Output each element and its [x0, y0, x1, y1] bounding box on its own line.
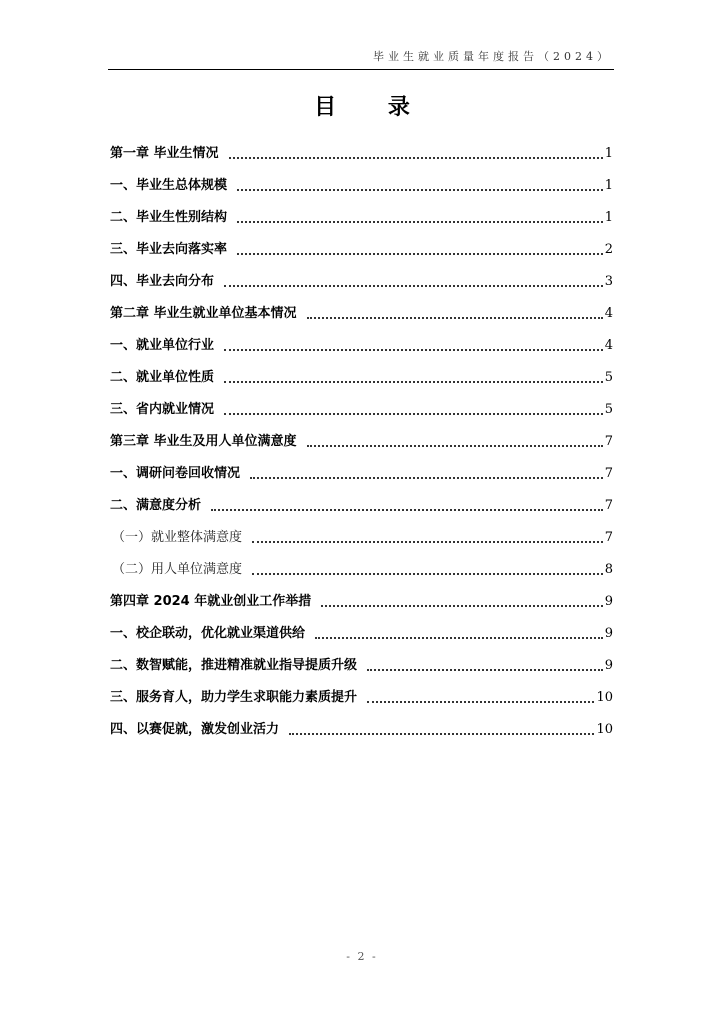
toc-entry[interactable]	[110, 451, 613, 483]
toc-leader-dots	[224, 349, 603, 351]
running-header: 毕业生就业质量年度报告（2024）	[373, 50, 612, 63]
toc-entry[interactable]	[110, 355, 613, 387]
toc-leader-dots	[237, 253, 603, 255]
toc-entry-page: 1	[604, 210, 613, 225]
toc-entry-page: 7	[604, 434, 613, 449]
toc-entry-label: 第一章 毕业生情况	[110, 146, 219, 161]
toc-entry-label: （二）用人单位满意度	[112, 562, 243, 577]
toc-entry-page: 5	[604, 402, 613, 417]
toc-entry[interactable]	[110, 259, 613, 291]
toc-entry-label: 三、服务育人，助力学生求职能力素质提升	[110, 690, 358, 705]
toc-entry-page: 9	[604, 594, 613, 609]
toc-leader-dots	[307, 445, 603, 447]
toc-entry-label: 三、毕业去向落实率	[110, 242, 228, 257]
toc-entry-label: 二、数智赋能，推进精准就业指导提质升级	[110, 658, 358, 673]
toc-entry-label: 第四章 2024 年就业创业工作举措	[110, 594, 312, 609]
toc-entry-page: 4	[604, 338, 613, 353]
toc-entry-page: 7	[604, 466, 613, 481]
toc-leader-dots	[224, 381, 603, 383]
toc-entry[interactable]	[110, 675, 613, 707]
toc-entry[interactable]	[110, 707, 613, 739]
toc-entry-label: 一、校企联动，优化就业渠道供给	[110, 626, 306, 641]
toc-leader-dots	[367, 669, 603, 671]
toc-leader-dots	[307, 317, 603, 319]
toc-entry[interactable]	[110, 643, 613, 675]
toc-leader-dots	[289, 733, 594, 735]
table-of-contents	[110, 131, 613, 739]
toc-entry[interactable]	[110, 483, 613, 515]
toc-leader-dots	[229, 157, 603, 159]
toc-entry-page: 3	[604, 274, 613, 289]
toc-entry[interactable]	[110, 323, 613, 355]
header-rule	[108, 69, 614, 70]
page-number: - 2 -	[346, 950, 378, 963]
toc-leader-dots	[211, 509, 603, 511]
toc-entry-label: （一）就业整体满意度	[112, 530, 243, 545]
toc-entry-label: 二、毕业生性别结构	[110, 210, 228, 225]
toc-entry[interactable]	[110, 163, 613, 195]
toc-entry[interactable]	[110, 195, 613, 227]
toc-leader-dots	[224, 285, 603, 287]
toc-entry[interactable]	[110, 547, 613, 579]
toc-entry[interactable]	[110, 579, 613, 611]
toc-entry[interactable]	[110, 515, 613, 547]
toc-leader-dots	[252, 541, 603, 543]
toc-entry[interactable]	[110, 419, 613, 451]
toc-entry-label: 四、毕业去向分布	[110, 274, 215, 289]
toc-entry-page: 9	[604, 626, 613, 641]
toc-entry-label: 三、省内就业情况	[110, 402, 215, 417]
toc-entry-page: 9	[604, 658, 613, 673]
toc-entry-page: 8	[604, 562, 613, 577]
toc-entry-label: 一、就业单位行业	[110, 338, 215, 353]
toc-entry-page: 2	[604, 242, 613, 257]
toc-entry[interactable]	[110, 291, 613, 323]
toc-entry-label: 第二章 毕业生就业单位基本情况	[110, 306, 297, 321]
toc-entry[interactable]	[110, 387, 613, 419]
toc-entry-page: 5	[604, 370, 613, 385]
toc-leader-dots	[237, 221, 603, 223]
toc-leader-dots	[237, 189, 603, 191]
toc-entry[interactable]	[110, 131, 613, 163]
toc-entry-label: 第三章 毕业生及用人单位满意度	[110, 434, 297, 449]
toc-entry-page: 10	[596, 690, 613, 705]
toc-leader-dots	[321, 605, 602, 607]
toc-entry-page: 1	[604, 146, 613, 161]
toc-entry-page: 7	[604, 530, 613, 545]
toc-leader-dots	[367, 701, 594, 703]
toc-leader-dots	[315, 637, 603, 639]
toc-entry-page: 1	[604, 178, 613, 193]
toc-entry-label: 二、满意度分析	[110, 498, 202, 513]
toc-entry-label: 一、毕业生总体规模	[110, 178, 228, 193]
page-title: 目 录	[314, 95, 432, 120]
toc-entry-label: 一、调研问卷回收情况	[110, 466, 241, 481]
toc-entry-page: 4	[604, 306, 613, 321]
toc-entry[interactable]	[110, 611, 613, 643]
toc-entry[interactable]	[110, 227, 613, 259]
toc-entry-page: 10	[596, 722, 613, 737]
toc-leader-dots	[252, 573, 603, 575]
toc-entry-label: 四、以赛促就，激发创业活力	[110, 722, 280, 737]
toc-leader-dots	[250, 477, 603, 479]
toc-leader-dots	[224, 413, 603, 415]
toc-entry-label: 二、就业单位性质	[110, 370, 215, 385]
toc-entry-page: 7	[604, 498, 613, 513]
